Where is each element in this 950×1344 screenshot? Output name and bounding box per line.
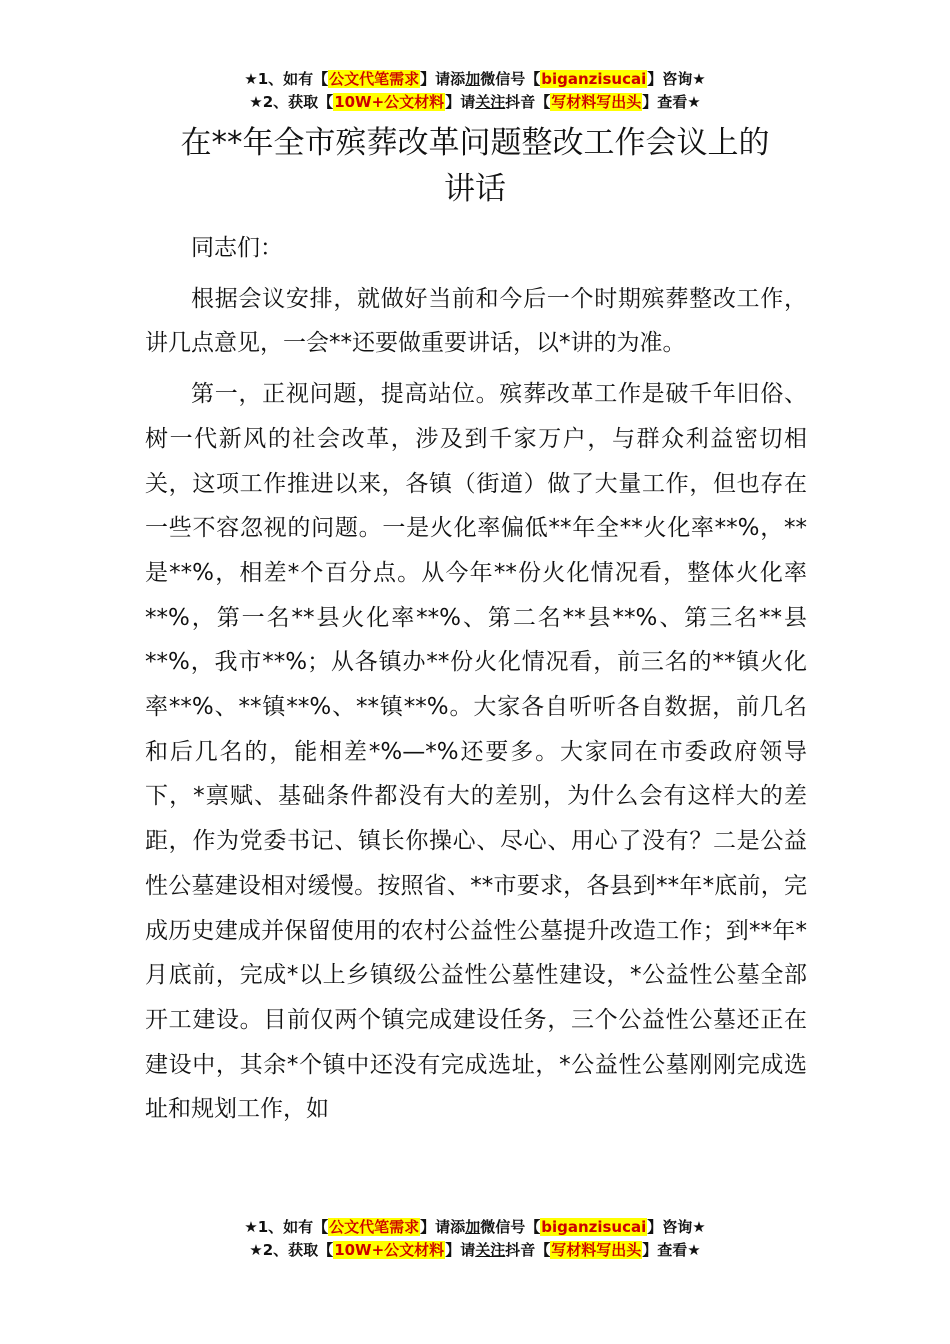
promo-text: 】查看★ [642,1241,701,1259]
promo-line-1 [0,1216,950,1239]
paragraph: 第一，正视问题，提高站位。殡葬改革工作是破千年旧俗、树一代新风的社会改革，涉及到千家万户，与群众利益密切相关，这项工作推进以来，各镇（街道）做了大量工作，但也存在一些不容忽视的问题。一是火化率偏低**年全**火化率**%，**是**%，相差*个百分点。从今年**份火化情况看，整体火化率**%，第一名**县火化率**%、第二名**县**%、第三名**县**%，我市**%；从各镇办**份火化情况看，前三名的**镇火化率**%、**镇**%、**镇**%。大家各自听听各自数据，前几名和后几名的，能相差*%—*%还要多。大家同在市委政府领导下，*禀赋、基础条件都没有大的差别，为什么会有这样大的差距，作为党委书记、镇长你操心、尽心、用心了没有？二是公益性公墓建设相对缓慢。按照省、**市要求，各县到**年*底前，完成历史建成并保留使用的农村公益性公墓提升改造工作；到**年*月底前，完成*以上乡镇级公益性公墓性建设，*公益性公墓全部开工建设。目前仅两个镇完成建设任务，三个公益性公墓还正在建设中，其余*个镇中还没有完成选址，*公益性公墓刚刚完成选址和规划工作，如 [145,381,807,1123]
promo-text: ★1、如有【 [244,70,329,88]
promo-highlight: 10W+公文材料 [334,93,445,111]
promo-wechat-id: biganzisucai [541,1218,647,1236]
promo-text: 抖音【 [505,93,551,111]
promo-douyin-id: 写材料写出头 [551,93,642,111]
promo-text: 】查看★ [642,93,701,111]
promo-text: 抖音【 [505,1241,551,1259]
promo-banner-bottom [0,1216,950,1262]
promo-text: 】请 [445,93,476,111]
promo-text: ★2、获取【 [249,1241,334,1259]
promo-banner-top [0,68,950,114]
promo-underline: 加 [465,1218,481,1236]
title-line-1: 在**年全市殡葬改革问题整改工作会议上的 [180,125,770,161]
promo-highlight: 公文代笔需求 [329,1218,420,1236]
promo-text: 】请添 [420,70,466,88]
promo-text: 】咨询★ [647,1218,706,1236]
promo-underline: 关注 [475,93,506,111]
promo-line-2 [0,1239,950,1262]
promo-text: 微信号【 [480,70,541,88]
promo-underline: 加 [465,70,481,88]
promo-text: 】请添 [420,1218,466,1236]
promo-line-1 [0,68,950,91]
promo-line-2 [0,91,950,114]
promo-text: 】咨询★ [647,70,706,88]
document-body [145,226,807,1138]
promo-wechat-id: biganzisucai [541,70,647,88]
promo-text: ★1、如有【 [244,1218,329,1236]
promo-underline: 关注 [475,1241,506,1259]
title-line-2: 讲话 [444,171,506,207]
promo-highlight: 公文代笔需求 [329,70,420,88]
promo-text: 微信号【 [480,1218,541,1236]
document-title [0,120,950,212]
promo-text: ★2、获取【 [249,93,334,111]
promo-highlight: 10W+公文材料 [334,1241,445,1259]
promo-text: 】请 [445,1241,476,1259]
promo-douyin-id: 写材料写出头 [551,1241,642,1259]
paragraph: 根据会议安排，就做好当前和今后一个时期殡葬整改工作，讲几点意见，一会**还要做重要讲话，以*讲的为准。 [145,285,807,357]
salutation: 同志们： [191,235,283,261]
